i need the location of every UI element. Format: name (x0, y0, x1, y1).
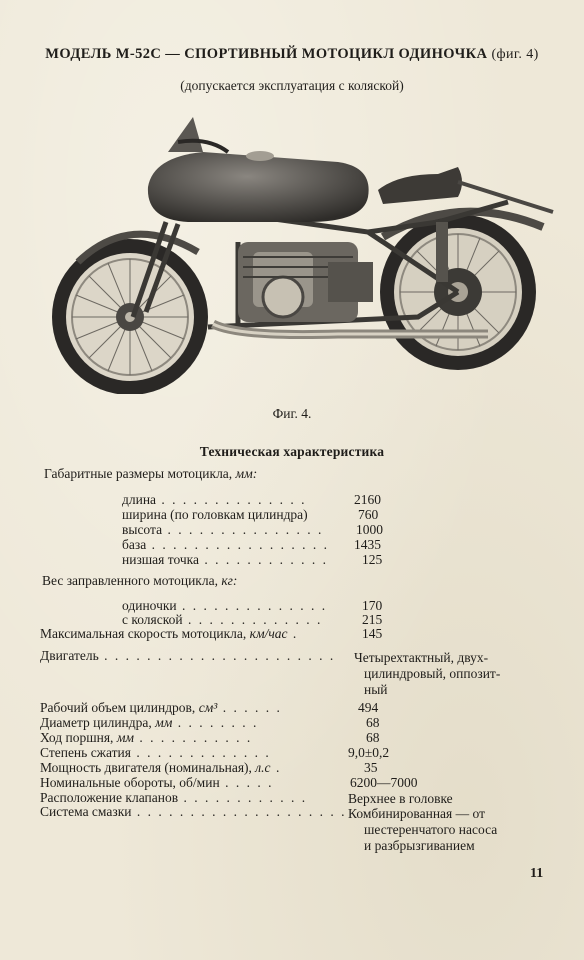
title-figure-reference: (фиг. 4) (491, 47, 539, 62)
rear-shock (436, 222, 448, 282)
spec-row-lubrication: Система смазки . . . . . . . . . . . . . . . . . . . . (40, 804, 347, 819)
spec-row-sidecar: с коляской . . . . . . . . . . . . . (122, 612, 323, 627)
motorcycle-photo (38, 112, 564, 394)
rear-rack (458, 182, 553, 212)
spec-row-low-point: низшая точка . . . . . . . . . . . . (122, 552, 329, 567)
spec-value-base: 1435 (354, 537, 381, 552)
spec-value-rpm: 6200—7000 (350, 775, 418, 790)
spec-row-speed: Максимальная скорость мотоцикла, км/час . (40, 626, 299, 641)
spec-row-valves: Расположение клапанов . . . . . . . . . . . . (40, 790, 308, 805)
spec-value-compression: 9,0±0,2 (348, 745, 390, 760)
spec-value-height: 1000 (356, 522, 383, 537)
spec-row-width: ширина (по головкам цилиндра) (122, 507, 308, 522)
spec-value-solo: 170 (362, 598, 383, 613)
spec-row-length: длина . . . . . . . . . . . . . . (122, 492, 307, 507)
spec-row-rpm: Номинальные обороты, об/мин . . . . . (40, 775, 274, 790)
spec-value-low-point: 125 (362, 552, 383, 567)
page-title (0, 46, 584, 63)
section-heading: Техническая характеристика (199, 444, 385, 459)
spec-value-lubrication-3: и разбрызгиванием (364, 838, 475, 853)
weight-group-label: Вес заправленного мотоцикла, кг: (42, 573, 238, 588)
spec-value-bore: 68 (366, 715, 380, 730)
spec-value-length: 2160 (354, 492, 381, 507)
spec-value-engine-3: ный (364, 682, 388, 697)
spec-value-width: 760 (358, 507, 379, 522)
spec-value-lubrication-1: Комбинированная — от (348, 806, 485, 821)
spec-value-engine-2: цилиндровый, оппозит- (364, 666, 501, 681)
page-subtitle: (допускается эксплуатация с коляской) (180, 78, 404, 93)
spec-row-bore: Диаметр цилиндра, мм . . . . . . . . (40, 715, 259, 730)
figure-caption: Фиг. 4. (272, 406, 312, 421)
fuel-cap (246, 151, 274, 161)
spec-row-stroke: Ход поршня, мм . . . . . . . . . . . (40, 730, 253, 745)
title-text: МОДЕЛЬ М-52С — СПОРТИВНЫЙ МОТОЦИКЛ ОДИНОЧКА (45, 46, 488, 62)
spec-row-engine: Двигатель . . . . . . . . . . . . . . . . . . . . . . (40, 648, 336, 663)
spec-value-displacement: 494 (358, 700, 379, 715)
spec-value-speed: 145 (362, 626, 383, 641)
spec-value-engine-1: Четырехтактный, двух- (354, 650, 489, 665)
spec-value-valves: Верхнее в головке (348, 791, 453, 806)
spec-row-solo: одиночки . . . . . . . . . . . . . . (122, 598, 328, 613)
spec-row-compression: Степень сжатия . . . . . . . . . . . . . (40, 745, 271, 760)
spec-value-power: 35 (364, 760, 378, 775)
spec-value-stroke: 68 (366, 730, 380, 745)
front-wheel (52, 239, 208, 394)
page-number: 11 (530, 866, 544, 881)
spec-value-sidecar: 215 (362, 612, 383, 627)
spec-row-displacement: Рабочий объем цилиндров, см³ . . . . . . (40, 700, 282, 715)
fuel-tank (148, 152, 369, 222)
spec-row-height: высота . . . . . . . . . . . . . . . (122, 522, 324, 537)
spec-row-power: Мощность двигателя (номинальная), л.с . (40, 760, 282, 775)
spec-row-base: база . . . . . . . . . . . . . . . . . (122, 537, 329, 552)
windscreen (168, 117, 203, 152)
engine (238, 242, 373, 322)
seat (378, 167, 462, 204)
spec-value-lubrication-2: шестеренчатого насоса (364, 822, 498, 837)
dims-group-label: Габаритные размеры мотоцикла, мм: (44, 466, 258, 481)
